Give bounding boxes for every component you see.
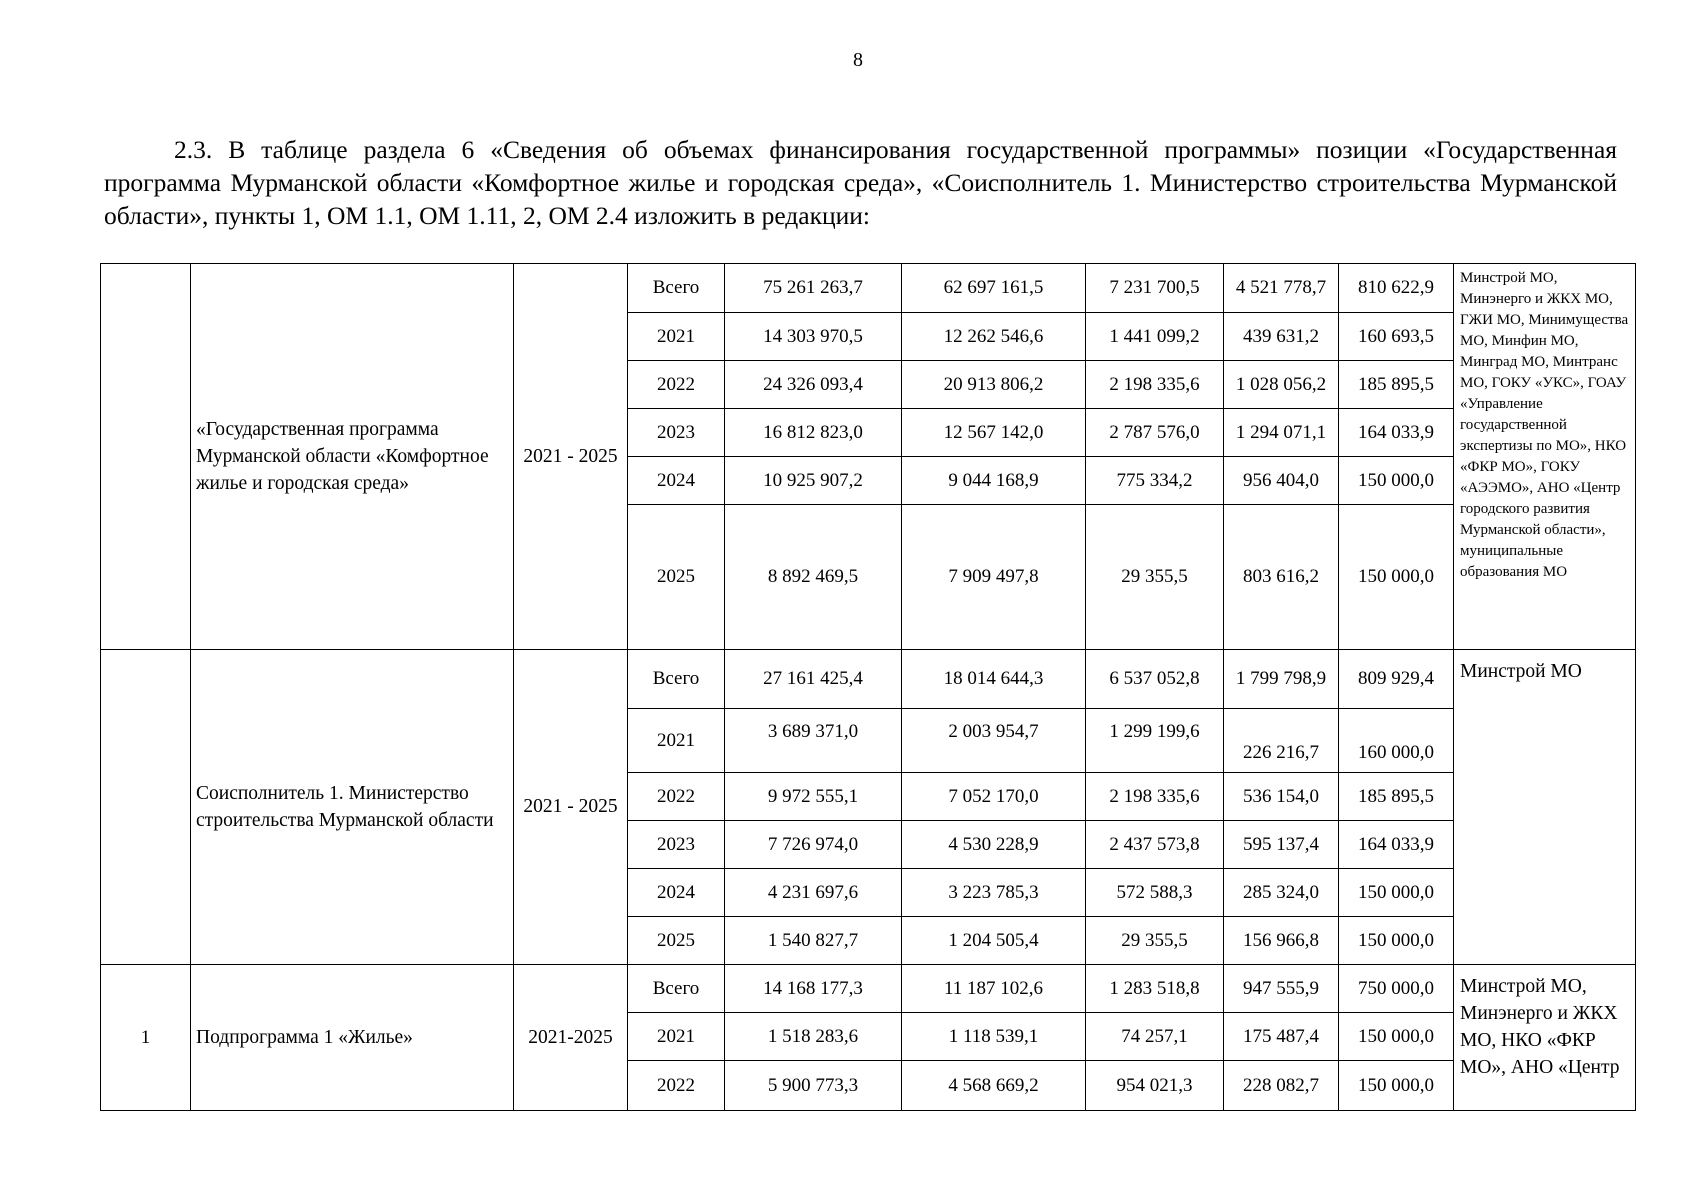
year-cell: Всего: [628, 650, 725, 709]
amount-cell: 10 925 907,2: [725, 457, 902, 505]
amount-cell: 62 697 161,5: [902, 264, 1086, 313]
amount-cell: 803 616,2: [1224, 505, 1339, 650]
year-cell: 2021: [628, 709, 725, 773]
amount-cell: 228 082,7: [1224, 1061, 1339, 1111]
program-period: 2021 - 2025: [514, 650, 628, 965]
amount-cell: 1 283 518,8: [1086, 965, 1224, 1013]
amount-cell: 9 972 555,1: [725, 773, 902, 821]
amount-cell: 24 326 093,4: [725, 361, 902, 409]
amount-cell: 1 118 539,1: [902, 1013, 1086, 1061]
amount-cell: 14 303 970,5: [725, 313, 902, 361]
amount-cell: 1 518 283,6: [725, 1013, 902, 1061]
row-number: [101, 264, 191, 650]
amount-cell: 1 799 798,9: [1224, 650, 1339, 709]
financing-table: [100, 263, 1636, 1111]
amount-cell: 150 000,0: [1339, 505, 1454, 650]
amount-cell: 226 216,7: [1224, 709, 1339, 773]
amount-cell: 74 257,1: [1086, 1013, 1224, 1061]
amount-cell: 12 567 142,0: [902, 409, 1086, 457]
amount-cell: 16 812 823,0: [725, 409, 902, 457]
amount-cell: 160 000,0: [1339, 709, 1454, 773]
amount-cell: 7 231 700,5: [1086, 264, 1224, 313]
executor-cell: Минстрой МО, Минэнерго и ЖКХ МО, НКО «ФКР МО», АНО «Центр: [1454, 965, 1636, 1111]
amount-cell: 2 198 335,6: [1086, 361, 1224, 409]
amount-cell: 6 537 052,8: [1086, 650, 1224, 709]
amount-cell: 775 334,2: [1086, 457, 1224, 505]
amount-cell: 1 540 827,7: [725, 917, 902, 965]
amount-cell: 150 000,0: [1339, 917, 1454, 965]
amount-cell: 150 000,0: [1339, 869, 1454, 917]
amount-cell: 8 892 469,5: [725, 505, 902, 650]
program-name: Соисполнитель 1. Министерство строительства Мурманской области: [191, 650, 514, 965]
amount-cell: 4 568 669,2: [902, 1061, 1086, 1111]
amount-cell: 156 966,8: [1224, 917, 1339, 965]
amount-cell: 18 014 644,3: [902, 650, 1086, 709]
amount-cell: 595 137,4: [1224, 821, 1339, 869]
amount-cell: 7 052 170,0: [902, 773, 1086, 821]
amount-cell: 5 900 773,3: [725, 1061, 902, 1111]
intro-paragraph: 2.3. В таблице раздела 6 «Сведения об объемах финансирования государственной программы» позиции «Государственная программа Мурманской области «Комфортное жилье и городская среда», «Соисполнитель 1. Министерство строительства Мурманской области», пункты 1, ОМ 1.1, ОМ 1.11, 2, ОМ 2.4 изложить в редакции:: [104, 135, 1617, 230]
year-cell: 2025: [628, 505, 725, 650]
amount-cell: 27 161 425,4: [725, 650, 902, 709]
amount-cell: 947 555,9: [1224, 965, 1339, 1013]
amount-cell: 572 588,3: [1086, 869, 1224, 917]
amount-cell: 810 622,9: [1339, 264, 1454, 313]
amount-cell: 809 929,4: [1339, 650, 1454, 709]
amount-cell: 7 909 497,8: [902, 505, 1086, 650]
amount-cell: 4 231 697,6: [725, 869, 902, 917]
year-cell: 2022: [628, 1061, 725, 1111]
year-cell: 2023: [628, 409, 725, 457]
amount-cell: 164 033,9: [1339, 821, 1454, 869]
year-cell: Всего: [628, 965, 725, 1013]
amount-cell: 11 187 102,6: [902, 965, 1086, 1013]
program-period: 2021-2025: [514, 965, 628, 1111]
program-period: 2021 - 2025: [514, 264, 628, 650]
amount-cell: 2 198 335,6: [1086, 773, 1224, 821]
amount-cell: 1 204 505,4: [902, 917, 1086, 965]
year-cell: 2024: [628, 869, 725, 917]
amount-cell: 160 693,5: [1339, 313, 1454, 361]
amount-cell: 29 355,5: [1086, 917, 1224, 965]
amount-cell: 1 028 056,2: [1224, 361, 1339, 409]
amount-cell: 954 021,3: [1086, 1061, 1224, 1111]
amount-cell: 536 154,0: [1224, 773, 1339, 821]
program-name: Подпрограмма 1 «Жилье»: [191, 965, 514, 1111]
amount-cell: 150 000,0: [1339, 1061, 1454, 1111]
amount-cell: 75 261 263,7: [725, 264, 902, 313]
amount-cell: 185 895,5: [1339, 361, 1454, 409]
row-number: 1: [101, 965, 191, 1111]
table-row: [101, 965, 1636, 1013]
year-cell: 2022: [628, 361, 725, 409]
executor-cell: Минстрой МО, Минэнерго и ЖКХ МО, ГЖИ МО, Минимущества МО, Минфин МО, Минград МО, Минтранс МО, ГОКУ «УКС», ГОАУ «Управление государственной экспертизы по МО», НКО «ФКР МО», ГОКУ «АЭЭМО», АНО «Центр городского развития Мурманской области», муниципальные образования МО: [1454, 264, 1636, 650]
amount-cell: 2 787 576,0: [1086, 409, 1224, 457]
amount-cell: 2 437 573,8: [1086, 821, 1224, 869]
amount-cell: 7 726 974,0: [725, 821, 902, 869]
amount-cell: 956 404,0: [1224, 457, 1339, 505]
amount-cell: 285 324,0: [1224, 869, 1339, 917]
executor-cell: Минстрой МО: [1454, 650, 1636, 965]
year-cell: 2022: [628, 773, 725, 821]
amount-cell: 12 262 546,6: [902, 313, 1086, 361]
year-cell: 2023: [628, 821, 725, 869]
amount-cell: 150 000,0: [1339, 1013, 1454, 1061]
amount-cell: 29 355,5: [1086, 505, 1224, 650]
amount-cell: 20 913 806,2: [902, 361, 1086, 409]
amount-cell: 3 689 371,0: [725, 709, 902, 773]
year-cell: Всего: [628, 264, 725, 313]
amount-cell: 4 521 778,7: [1224, 264, 1339, 313]
year-cell: 2025: [628, 917, 725, 965]
amount-cell: 1 299 199,6: [1086, 709, 1224, 773]
year-cell: 2021: [628, 1013, 725, 1061]
page-number: 8: [853, 49, 863, 71]
amount-cell: 3 223 785,3: [902, 869, 1086, 917]
table-row: [101, 264, 1636, 313]
amount-cell: 185 895,5: [1339, 773, 1454, 821]
amount-cell: 175 487,4: [1224, 1013, 1339, 1061]
amount-cell: 750 000,0: [1339, 965, 1454, 1013]
amount-cell: 150 000,0: [1339, 457, 1454, 505]
amount-cell: 14 168 177,3: [725, 965, 902, 1013]
amount-cell: 439 631,2: [1224, 313, 1339, 361]
row-number: [101, 650, 191, 965]
year-cell: 2024: [628, 457, 725, 505]
amount-cell: 9 044 168,9: [902, 457, 1086, 505]
amount-cell: 1 294 071,1: [1224, 409, 1339, 457]
amount-cell: 1 441 099,2: [1086, 313, 1224, 361]
amount-cell: 2 003 954,7: [902, 709, 1086, 773]
amount-cell: 4 530 228,9: [902, 821, 1086, 869]
amount-cell: 164 033,9: [1339, 409, 1454, 457]
year-cell: 2021: [628, 313, 725, 361]
table-row: [101, 650, 1636, 709]
program-name: «Государственная программа Мурманской области «Комфортное жилье и городская среда»: [191, 264, 514, 650]
